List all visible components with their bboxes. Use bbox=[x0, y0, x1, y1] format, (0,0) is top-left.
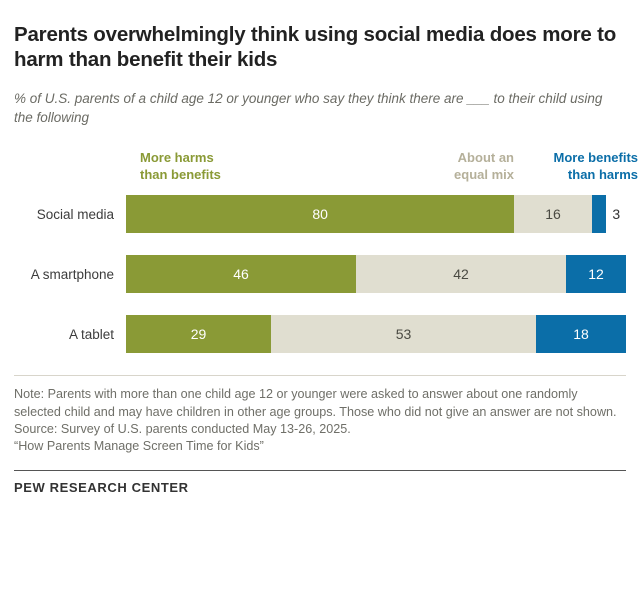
legend-more-harms-line1: More harms bbox=[140, 150, 214, 166]
legend-more-benefits-line1: More benefits bbox=[553, 150, 638, 166]
chart-row-bars bbox=[126, 255, 626, 293]
legend-more-benefits-line2: than harms bbox=[567, 167, 638, 183]
legend-item-equal-mix bbox=[414, 149, 514, 183]
bar-segment-more-benefits: 12 bbox=[566, 255, 626, 293]
chart-row-bars bbox=[126, 315, 626, 353]
chart-subtitle: % of U.S. parents of a child age 12 or younger who say they think there are ___ to their child using the following bbox=[14, 90, 603, 125]
chart-row bbox=[14, 255, 626, 293]
legend-equal-mix-line2: equal mix bbox=[454, 167, 514, 183]
footer-rule bbox=[14, 470, 626, 471]
chart-notes bbox=[14, 386, 626, 456]
bar-segment-equal-mix: 53 bbox=[271, 315, 536, 353]
chart-row-label: A tablet bbox=[68, 326, 114, 342]
page-title: Parents overwhelmingly think using social media does more to harm than benefit their kids bbox=[14, 23, 617, 72]
chart-row-label: Social media bbox=[36, 206, 114, 222]
legend-more-harms-line2: than benefits bbox=[140, 167, 221, 183]
bar-segment-equal-mix: 16 bbox=[514, 195, 592, 233]
bar-segment-more-benefits: 18 bbox=[536, 315, 626, 353]
chart-row bbox=[14, 195, 626, 233]
chart-page bbox=[0, 22, 640, 593]
source-text: Source: Survey of U.S. parents conducted May 13-26, 2025. bbox=[14, 421, 351, 436]
bar-value-more-benefits: 3 bbox=[612, 206, 621, 223]
chart-row-label: A smartphone bbox=[30, 266, 114, 282]
chart-legend bbox=[14, 149, 638, 193]
legend-equal-mix-line1: About an bbox=[457, 150, 514, 166]
bar-segment-more-harms: 29 bbox=[126, 315, 271, 353]
bar-segment-equal-mix: 42 bbox=[356, 255, 566, 293]
stacked-bar-chart bbox=[14, 195, 626, 353]
bar-segment-more-benefits bbox=[592, 195, 607, 233]
bar-segment-more-harms: 46 bbox=[126, 255, 356, 293]
legend-item-more-harms bbox=[140, 149, 221, 183]
report-title-text: “How Parents Manage Screen Time for Kids” bbox=[14, 439, 264, 454]
note-text: Note: Parents with more than one child age 12 or younger were asked to answer about one randomly selected child and may have children in other age groups. Those who did not give an answer are not shown. bbox=[14, 387, 617, 419]
chart-row bbox=[14, 315, 626, 353]
bar-segment-more-harms: 80 bbox=[126, 195, 514, 233]
notes-divider bbox=[14, 375, 626, 376]
chart-row-bars bbox=[126, 195, 626, 233]
brand-label: PEW RESEARCH CENTER bbox=[14, 479, 189, 495]
legend-item-more-benefits bbox=[534, 149, 638, 183]
